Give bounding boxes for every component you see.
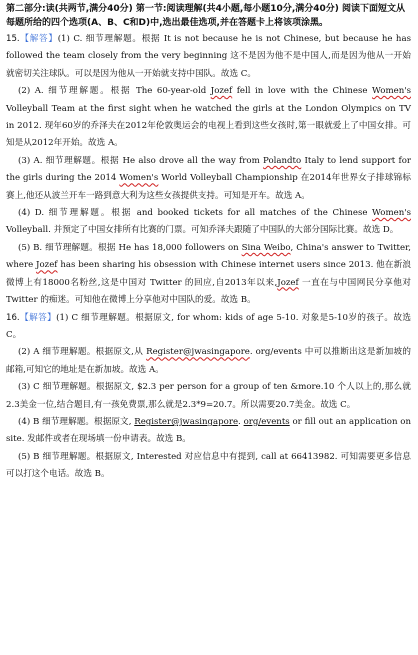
question-number: 16. — [6, 312, 20, 323]
text-run: (5) B. 细节理解题。根据 He has 18,000 followers on — [18, 242, 242, 253]
q16-answer-1 — [6, 310, 411, 345]
text-run: (2) A 细节理解题。根据原文,从 — [18, 347, 147, 358]
answer-tag: 【解答】 — [19, 312, 57, 323]
text-run: (3) C 细节理解题。根据原文, $2.3 per person for a group of ten &more.10 个人以上的,那么就2.3美金一位,结合题目,有一孩免费票,那么就是2.3*9=20.7。所以需要20.7美金。故选 C。 — [6, 382, 411, 410]
question-16 — [6, 310, 411, 484]
question-15 — [6, 31, 411, 310]
q15-answer-1 — [6, 31, 411, 83]
text-run: fell in love with the Chinese — [232, 86, 373, 97]
flagged-word: Jozef — [210, 86, 233, 97]
section-header: 第二部分:读(共两节,满分40分) 第一节:阅读理解(共4小题,每小题10分,满分40分) 阅读下面短文从每题所给的四个选项(A、B、C和D)中,选出最佳选项,并在答题卡上将该项涂黑。 — [6, 4, 406, 28]
q16-answer-4 — [6, 414, 411, 449]
flagged-word: Jozef — [36, 260, 58, 271]
q16-answer-1-text: (1) C 细节理解题。根据原文, for whom: kids of age 5-10. 对象是5-10岁的孩子。故选 C。 — [6, 312, 411, 340]
q16-answer-2 — [6, 344, 411, 379]
question-number: 15. — [6, 34, 20, 44]
q15-answer-5 — [6, 240, 411, 310]
flagged-word: Polandto — [263, 155, 302, 166]
q15-answer-2 — [6, 83, 411, 153]
q15-answer-4 — [6, 205, 411, 240]
text-run: (5) B 细节理解题。根据原文, Interested 对应信息中有提到, call at 66413982. 可知需要更多信息可以打这个电话。故选 B。 — [6, 451, 411, 480]
email-text: Register@jwasingapore — [146, 347, 250, 358]
text-run: (4) B 细节理解题。根据原文, — [18, 416, 135, 427]
q15-answer-1-text: (1) C. 细节理解题。根据 It is not because he is not Chinese, but because he has followed the team closely from the very beginning 这不是因为他不是中国人,而是因为他从一开始就密切关注球队。可以是因为他从一开始就支持中国队。故选 C。 — [6, 34, 411, 79]
flagged-word: Women's — [372, 208, 411, 219]
text-run: Italy to lend support for the girls during the 2014 — [6, 155, 411, 184]
text-run: (4) D. 细节理解题。根据 and booked tickets for all matches of the Chinese — [18, 208, 373, 219]
text-run: , China's answer to Twitter, where — [6, 242, 411, 271]
q16-answer-5 — [6, 449, 411, 484]
text-run: or fill out an application on site. 发邮件或者在现场填一份申请表。故选 B。 — [6, 416, 412, 445]
text-run: . org/events 中可以推断出这是新加坡的邮箱,可知它的地址是在新加坡。故选 A。 — [6, 347, 411, 375]
text-run: . — [238, 416, 244, 427]
q15-answer-3 — [6, 153, 411, 205]
text-run: Volleyball Team at the first sight when he watched the girls at the London Olympics on TV in 2012. 现年60岁的乔泽夫在2012年伦敦奥运会的电视上看到这些女孩时,第一眼就爱上了中国女排。可知是从2012年开始。故选 A。 — [6, 103, 411, 149]
flagged-word: Women's — [119, 173, 159, 184]
text-run: Volleyball. 并预定了中国女排所有比赛的门票。可知乔泽夫跟随了中国队的大部分国际比赛。故选 D。 — [6, 225, 399, 236]
answer-tag: 【解答】 — [19, 34, 58, 44]
flagged-word: Women's — [372, 86, 411, 97]
text-run: has been sharing his obsession with Chinese internet users since 2013. 他在新浪微博上有18000名粉丝,这是中国对 Twitter 的回应,自2013年以来, — [6, 260, 411, 288]
text-run: World Volleyball Championship 在2014年世界女子排球锦标赛上,他还从波兰开车一路到意大利为这些女孩提供支持。可知是开车。故选 A。 — [6, 173, 411, 201]
text-run: (2) A. 细节理解题。根据 The 60-year-old — [18, 86, 211, 97]
text-run: 一直在与中国网民分享他对 Twitter 的痴迷。可知他在微博上分享他对中国队的爱。故选 B。 — [6, 277, 412, 306]
flagged-word: Sina Weibo — [241, 242, 291, 253]
email-link[interactable]: Register@jwasingapore — [134, 416, 239, 427]
url-link[interactable]: org/events — [243, 416, 290, 427]
flagged-word: Jozef — [277, 277, 299, 288]
q16-answer-3 — [6, 379, 411, 414]
text-run: (3) A. 细节理解题。根据 He also drove all the way from — [18, 155, 264, 166]
